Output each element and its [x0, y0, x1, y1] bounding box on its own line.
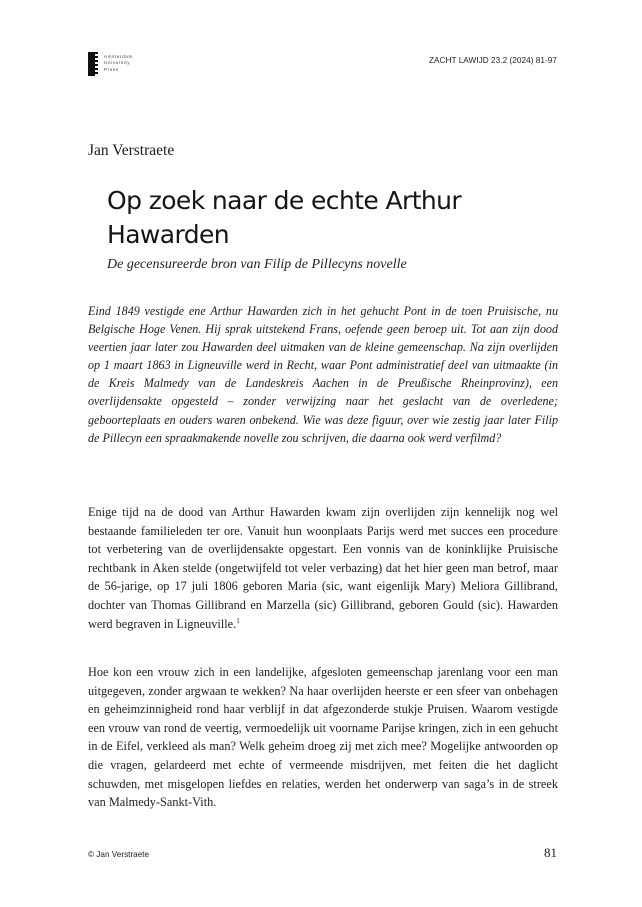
article-abstract: Eind 1849 vestigde ene Arthur Hawarden zich in het gehucht Pont in de toen Pruisische, nu Belgische Hoge Venen. Hij sprak uitstekend Frans, oefende geen beroep uit. Tot aan zijn dood veertien jaar later zou Hawarden deel uitmaken van de kleine gemeenschap. Na zijn overlijden op 1 maart 1863 in Ligneuville werd in Recht, waar Pont administratief deel van uitmaakte (in de Kreis Malmedy van de Landeskreis Aachen in de Preußische Rheinprovinz), een overlijdensakte opgesteld – zonder verwijzing naar het geslacht van de overledene; geboorteplaats en ouders waren onbekend. Wie was deze figuur, over wie zestig jaar later Filip de Pillecyn een spraakmakende novelle zou schrijven, die daarna ook werd verfilmd? — [88, 304, 558, 445]
amsterdam-university-press-logo-icon — [88, 52, 96, 76]
footnote-reference[interactable]: 1 — [236, 616, 240, 625]
publisher-logo — [88, 52, 133, 76]
article-subtitle: De gecensureerde bron van Filip de Pillecyns novelle — [107, 257, 407, 272]
article-title: Op zoek naar de echte Arthur Hawarden — [107, 186, 462, 249]
page-number: 81 — [544, 845, 557, 860]
journal-citation: ZACHT LAWIJD 23.2 (2024) 81-97 — [428, 56, 557, 65]
paragraph-text: Hoe kon een vrouw zich in een landelijke, afgesloten gemeenschap jarenlang voor een man uitgegeven, zonder argwaan te wekken? Na haar overlijden heerste er een sfeer van onbehagen en geheimzinnigheid rond haar verblijf in dat afgezonderde stukje Pruisen. Waarom vestigde een vrouw van rond de veertig, vermoedelijk uit voorname Parijse kringen, zich in een gehucht in de Eifel, verkleed als man? Welk geheim droeg zij met zich mee? Mogelijke antwoorden op die vragen, gelardeerd met echte of vermeende misdrijven, met feiten die het daglicht schuwden, met misgelopen liefdes en relaties, werden het onderwerp van saga’s in de streek van Malmedy-Sankt-Vith. — [88, 665, 558, 810]
publisher-name-line: University — [104, 60, 131, 66]
publisher-name — [104, 52, 133, 73]
article-author: Jan Verstraete — [88, 142, 175, 159]
publisher-name-line: Amsterdam — [104, 54, 133, 59]
paragraph-text: Enige tijd na de dood van Arthur Hawarden kwam zijn overlijden zijn kennelijk nog wel bestaande familieleden ter ore. Vanuit hun woonplaats Parijs werd met succes een procedure tot verbetering van de overlijdensakte opgestart. Een vonnis van de koninklijke Pruisische rechtbank in Aken stelde (ongetwijfeld tot veler verbazing) dat het hier geen man betrof, maar de 56-jarige, op 17 juli 1806 geboren Maria (sic, want eigenlijk Mary) Meliora Gillibrand, dochter van Thomas Gillibrand en Marzella (sic) Gillibrand, geboren Gould (sic). Hawarden werd begraven in Ligneuville. — [88, 505, 558, 631]
body-paragraph — [88, 663, 558, 812]
publisher-name-line: Press — [104, 66, 119, 72]
body-paragraph — [88, 503, 558, 633]
copyright-notice: © Jan Verstraete — [88, 850, 150, 859]
